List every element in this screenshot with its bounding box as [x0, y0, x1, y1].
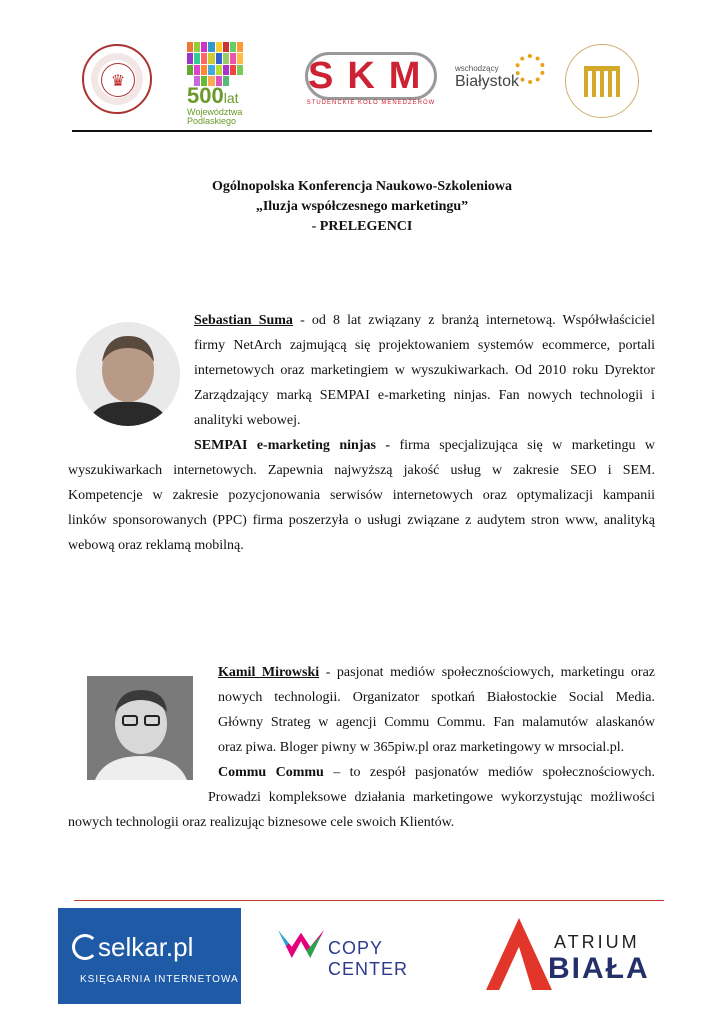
- skm-logo: [305, 52, 437, 104]
- speaker-2-company-line: nowych technologii oraz realizując biznesowe cele swoich Klientów.: [68, 815, 455, 830]
- header-divider: [72, 130, 652, 132]
- speaker-1-bio-line: Zarządzający marką SEMPAI e-marketing ninjas. Fan nowych technologii i: [194, 388, 655, 403]
- speaker-1-bio-line: firmy NetArch zajmującą się projektowaniem systemów ecommerce, portali: [194, 338, 655, 353]
- speaker-1-company: SEMPAI e-marketing ninjas -: [194, 438, 391, 453]
- title-line-3: - PRELEGENCI: [311, 219, 413, 234]
- speaker-1-company-line: wyszukiwarkach internetowych. Zapewnia najwyższą jakość usług w zakresie SEO i SEM.: [68, 463, 655, 478]
- speaker-photo-kamil-mirowski: [87, 676, 193, 780]
- speaker-1-company-line: Kompetencje w zakresie pozycjonowania serwisów internetowych oraz optymalizacji kampanii: [68, 488, 655, 503]
- speaker-2-company-line: – to zespół pasjonatów mediów społecznościowych.: [323, 765, 655, 780]
- wschodzacy-bialystok-logo: [455, 52, 551, 102]
- uniwersytet-bialostocki-logo: [82, 44, 152, 114]
- speaker-1-company-line: webową oraz reklamą mobilną.: [68, 538, 244, 553]
- bialystok-small: wschodzący: [455, 64, 499, 73]
- logo-500-number: 500: [187, 83, 224, 108]
- selkar-main: selkar.pl: [98, 932, 194, 962]
- speaker-2-bio: [218, 660, 655, 785]
- mosaic-icon: [187, 42, 243, 86]
- speaker-2-bio-line: oraz piwa. Bloger piwny w 365piw.pl oraz marketingowy w mrsocial.pl.: [218, 740, 625, 755]
- speaker-1-company-line: firma specjalizująca się w marketingu w: [390, 438, 656, 453]
- columns-icon: [584, 66, 620, 97]
- document-title: [0, 177, 724, 237]
- atrium-line1: ATRIUM: [554, 932, 640, 952]
- copy-center-mark-icon: [278, 930, 324, 958]
- speaker-2-company: Commu Commu: [218, 765, 324, 780]
- speaker-2-bio-line: nowych technologii. Organizator spotkań Białostockie Social Media.: [218, 690, 655, 705]
- speaker-1-bio-line: - od 8 lat związany z branżą internetową. Współwłaściciel: [292, 313, 655, 328]
- logo-500-suffix: lat: [223, 90, 239, 106]
- copy-center-text: COPY CENTER: [328, 938, 409, 979]
- bialystok-name: Białystok: [455, 73, 520, 90]
- sun-icon: [515, 54, 545, 84]
- speaker-2-bio-line: - pasjonat mediów społecznościowych, marketingu oraz: [319, 665, 655, 680]
- footer-divider: [74, 900, 664, 901]
- speaker-2-company-line: Prowadzi kompleksowe działania marketingowe wykorzystując możliwości: [208, 790, 655, 805]
- speaker-2-bio-line: Główny Strateg w agencji Commu Commu. Fan malamutów alaskanów: [218, 715, 655, 730]
- atrium-line2: BIAŁA: [548, 952, 650, 985]
- eagle-icon: ♛: [101, 63, 135, 97]
- atrium-biala-logo: [486, 918, 676, 990]
- speaker-photo-sebastian-suma: [76, 322, 180, 426]
- selkar-swirl-icon: [72, 934, 98, 960]
- speaker-1-bio: [194, 308, 655, 433]
- speaker-2-name: Kamil Mirowski: [218, 665, 320, 680]
- logo-500-line1: Województwa: [187, 107, 243, 117]
- title-line-2: „Iluzja współczesnego marketingu”: [255, 199, 469, 214]
- speaker-1-bio-line: analityki webowej.: [194, 413, 301, 428]
- wydzial-ekonomii-logo: [565, 44, 639, 118]
- speaker-1-name: Sebastian Suma: [194, 313, 293, 328]
- copy-center-logo: [278, 926, 468, 979]
- selkar-logo: [58, 908, 241, 1004]
- title-line-1: Ogólnopolska Konferencja Naukowo-Szkoleniowa: [212, 179, 512, 194]
- atrium-triangle-icon: [486, 918, 552, 990]
- speaker-1-company-line: linków sponsorowanych (PPC) firma poszerzyła o usługi związane z audytem stron www, analityką: [68, 513, 655, 528]
- 500-lat-logo: [187, 42, 249, 130]
- speaker-1-bio-line: internetowych oraz marketingiem w wyszukiwarkach. Od 2010 roku Dyrektor: [194, 363, 655, 378]
- skm-tagline: STUDENCKIE KOŁO MENEDŻERÓW: [306, 100, 436, 106]
- selkar-sub: KSIĘGARNIA INTERNETOWA: [80, 974, 239, 985]
- speaker-1-company-desc: [68, 458, 655, 558]
- logo-500-line2: Podlaskiego: [187, 116, 237, 126]
- skm-word: SKM: [305, 52, 437, 100]
